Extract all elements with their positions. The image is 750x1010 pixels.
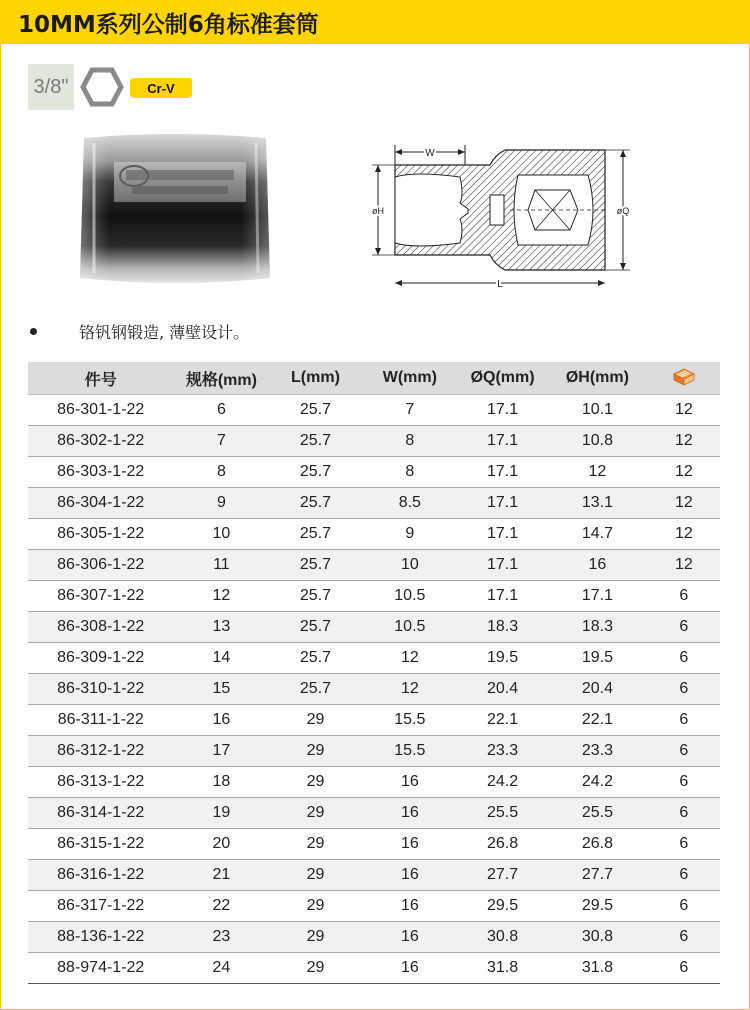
box-icon (671, 366, 697, 386)
cell-w: 9 (362, 519, 458, 550)
cell-qty: 6 (648, 581, 720, 612)
cell-length: 29 (269, 798, 361, 829)
cell-q: 29.5 (458, 891, 547, 922)
cell-length: 29 (269, 891, 361, 922)
cell-part-no: 86-313-1-22 (28, 767, 173, 798)
cell-part-no: 86-309-1-22 (28, 643, 173, 674)
cell-part-no: 86-311-1-22 (28, 705, 173, 736)
table-row (28, 953, 720, 984)
cell-q: 19.5 (458, 643, 547, 674)
table-row (28, 612, 720, 643)
cell-length: 29 (269, 860, 361, 891)
cell-size: 14 (173, 643, 269, 674)
cell-w: 10 (362, 550, 458, 581)
cell-part-no: 88-974-1-22 (28, 953, 173, 984)
cell-h: 10.8 (547, 426, 648, 457)
table-row (28, 705, 720, 736)
cell-length: 25.7 (269, 488, 361, 519)
cell-qty: 12 (648, 519, 720, 550)
header-length: L(mm) (269, 362, 361, 395)
cell-h: 19.5 (547, 643, 648, 674)
cell-size: 18 (173, 767, 269, 798)
table-row (28, 550, 720, 581)
cell-size: 13 (173, 612, 269, 643)
cell-q: 17.1 (458, 426, 547, 457)
cell-part-no: 86-307-1-22 (28, 581, 173, 612)
cell-size: 21 (173, 860, 269, 891)
header-w: W(mm) (362, 362, 458, 395)
cell-qty: 6 (648, 643, 720, 674)
cell-part-no: 86-304-1-22 (28, 488, 173, 519)
table-row (28, 581, 720, 612)
cell-h: 23.3 (547, 736, 648, 767)
cell-length: 25.7 (269, 426, 361, 457)
socket-cross-section-diagram (360, 135, 650, 295)
cell-length: 25.7 (269, 581, 361, 612)
cell-w: 15.5 (362, 705, 458, 736)
cell-w: 8 (362, 426, 458, 457)
cell-w: 16 (362, 860, 458, 891)
cell-length: 29 (269, 829, 361, 860)
table-row (28, 426, 720, 457)
cell-qty: 12 (648, 488, 720, 519)
cell-part-no: 86-310-1-22 (28, 674, 173, 705)
cell-h: 22.1 (547, 705, 648, 736)
cell-size: 22 (173, 891, 269, 922)
cell-size: 17 (173, 736, 269, 767)
cell-length: 25.7 (269, 395, 361, 426)
cell-h: 27.7 (547, 860, 648, 891)
cell-q: 27.7 (458, 860, 547, 891)
cell-qty: 6 (648, 736, 720, 767)
table-row (28, 643, 720, 674)
cell-length: 25.7 (269, 519, 361, 550)
cell-size: 7 (173, 426, 269, 457)
table-row (28, 829, 720, 860)
cell-w: 8.5 (362, 488, 458, 519)
cell-w: 16 (362, 798, 458, 829)
cell-size: 23 (173, 922, 269, 953)
header-box (648, 362, 720, 395)
cell-h: 24.2 (547, 767, 648, 798)
cell-length: 29 (269, 767, 361, 798)
cell-w: 8 (362, 457, 458, 488)
cell-q: 17.1 (458, 519, 547, 550)
cell-size: 9 (173, 488, 269, 519)
cell-w: 16 (362, 922, 458, 953)
cell-part-no: 86-317-1-22 (28, 891, 173, 922)
cell-size: 24 (173, 953, 269, 984)
table-row (28, 767, 720, 798)
cell-qty: 6 (648, 612, 720, 643)
cell-w: 16 (362, 953, 458, 984)
cell-size: 19 (173, 798, 269, 829)
cell-part-no: 86-306-1-22 (28, 550, 173, 581)
cell-q: 20.4 (458, 674, 547, 705)
dim-q-label: øQ (616, 206, 630, 216)
cell-size: 6 (173, 395, 269, 426)
cell-w: 16 (362, 891, 458, 922)
material-badge: Cr-V (130, 78, 192, 98)
table-row (28, 488, 720, 519)
cell-length: 29 (269, 953, 361, 984)
cell-w: 15.5 (362, 736, 458, 767)
cell-part-no: 86-302-1-22 (28, 426, 173, 457)
cell-size: 16 (173, 705, 269, 736)
table-row (28, 674, 720, 705)
cell-qty: 6 (648, 891, 720, 922)
cell-size: 11 (173, 550, 269, 581)
cell-w: 10.5 (362, 612, 458, 643)
cell-qty: 6 (648, 922, 720, 953)
dim-l-label: L (497, 279, 503, 290)
cell-part-no: 86-316-1-22 (28, 860, 173, 891)
cell-h: 25.5 (547, 798, 648, 829)
cell-h: 26.8 (547, 829, 648, 860)
spec-table (28, 362, 720, 984)
cell-qty: 6 (648, 953, 720, 984)
cell-length: 25.7 (269, 550, 361, 581)
cell-length: 29 (269, 922, 361, 953)
cell-q: 23.3 (458, 736, 547, 767)
socket-photo (74, 128, 274, 292)
cell-q: 31.8 (458, 953, 547, 984)
dim-h-label: øH (372, 206, 384, 216)
cell-h: 18.3 (547, 612, 648, 643)
cell-size: 20 (173, 829, 269, 860)
cell-q: 17.1 (458, 457, 547, 488)
cell-qty: 6 (648, 829, 720, 860)
header-q: ØQ(mm) (458, 362, 547, 395)
cell-length: 25.7 (269, 643, 361, 674)
header-size: 规格(mm) (173, 362, 269, 395)
table-row (28, 519, 720, 550)
bullet-dot (30, 328, 37, 335)
cell-length: 29 (269, 705, 361, 736)
table-body (28, 395, 720, 984)
cell-q: 26.8 (458, 829, 547, 860)
cell-q: 24.2 (458, 767, 547, 798)
cell-h: 13.1 (547, 488, 648, 519)
cell-length: 29 (269, 736, 361, 767)
feature-bullet (30, 320, 249, 343)
cell-length: 25.7 (269, 457, 361, 488)
table-row (28, 891, 720, 922)
hexagon-icon (80, 66, 124, 108)
cell-part-no: 86-314-1-22 (28, 798, 173, 829)
cell-part-no: 86-315-1-22 (28, 829, 173, 860)
header-part-no: 件号 (28, 362, 173, 395)
cell-q: 17.1 (458, 488, 547, 519)
cell-h: 14.7 (547, 519, 648, 550)
cell-h: 30.8 (547, 922, 648, 953)
cell-h: 17.1 (547, 581, 648, 612)
cell-size: 10 (173, 519, 269, 550)
cell-q: 22.1 (458, 705, 547, 736)
table-row (28, 922, 720, 953)
feature-text: 铬钒钢锻造, 薄壁设计。 (79, 323, 250, 342)
cell-w: 16 (362, 767, 458, 798)
cell-size: 15 (173, 674, 269, 705)
table-row (28, 798, 720, 829)
cell-qty: 12 (648, 457, 720, 488)
cell-qty: 12 (648, 550, 720, 581)
header-h: ØH(mm) (547, 362, 648, 395)
cell-part-no: 86-301-1-22 (28, 395, 173, 426)
cell-length: 25.7 (269, 674, 361, 705)
cell-q: 17.1 (458, 581, 547, 612)
page-title: 10MM系列公制6角标准套筒 (18, 12, 319, 38)
cell-size: 12 (173, 581, 269, 612)
cell-h: 20.4 (547, 674, 648, 705)
cell-part-no: 86-312-1-22 (28, 736, 173, 767)
cell-w: 10.5 (362, 581, 458, 612)
cell-w: 16 (362, 829, 458, 860)
cell-qty: 6 (648, 798, 720, 829)
cell-q: 25.5 (458, 798, 547, 829)
cell-qty: 6 (648, 705, 720, 736)
cell-q: 30.8 (458, 922, 547, 953)
cell-qty: 12 (648, 395, 720, 426)
cell-qty: 6 (648, 674, 720, 705)
cell-qty: 6 (648, 767, 720, 798)
cell-q: 17.1 (458, 395, 547, 426)
table-row (28, 860, 720, 891)
cell-w: 12 (362, 643, 458, 674)
cell-qty: 12 (648, 426, 720, 457)
drive-size-label: 3/8" (28, 64, 74, 110)
cell-qty: 6 (648, 860, 720, 891)
table-header-row (28, 362, 720, 395)
cell-part-no: 86-308-1-22 (28, 612, 173, 643)
cell-w: 7 (362, 395, 458, 426)
cell-h: 16 (547, 550, 648, 581)
table-row (28, 395, 720, 426)
title-bar (0, 0, 750, 44)
cell-h: 10.1 (547, 395, 648, 426)
cell-size: 8 (173, 457, 269, 488)
cell-w: 12 (362, 674, 458, 705)
cell-h: 29.5 (547, 891, 648, 922)
cell-part-no: 86-303-1-22 (28, 457, 173, 488)
table-row (28, 736, 720, 767)
cell-q: 18.3 (458, 612, 547, 643)
cell-length: 25.7 (269, 612, 361, 643)
cell-h: 12 (547, 457, 648, 488)
cell-part-no: 86-305-1-22 (28, 519, 173, 550)
cell-q: 17.1 (458, 550, 547, 581)
table-row (28, 457, 720, 488)
cell-part-no: 88-136-1-22 (28, 922, 173, 953)
cell-h: 31.8 (547, 953, 648, 984)
dim-w-label: W (425, 148, 435, 159)
